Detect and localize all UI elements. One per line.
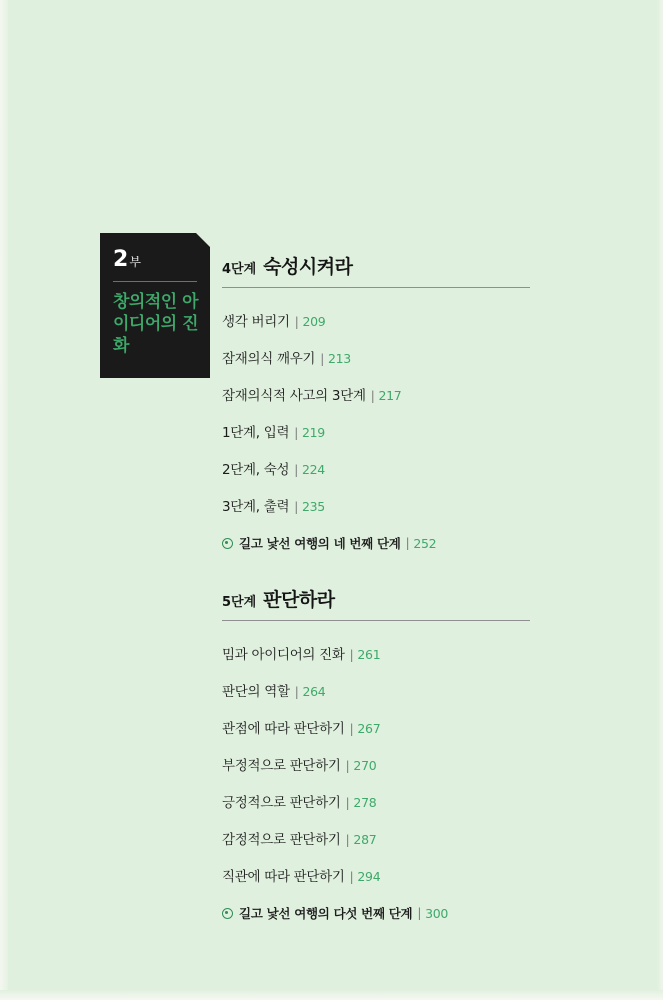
toc-entry[interactable] bbox=[222, 680, 552, 700]
section-step-5 bbox=[222, 585, 552, 922]
toc-entry-label: 잠재의식 깨우기 bbox=[222, 351, 316, 367]
part-number-line bbox=[113, 247, 141, 272]
part-tag-divider bbox=[113, 281, 197, 282]
toc-entry-highlight[interactable] bbox=[222, 534, 552, 552]
toc-entry-separator: | bbox=[417, 906, 422, 920]
section-5-heading bbox=[222, 585, 552, 612]
toc-entry-separator: | bbox=[345, 833, 350, 847]
section-5-divider bbox=[222, 620, 530, 621]
toc-entry-page: 224 bbox=[302, 462, 325, 477]
toc-entry[interactable] bbox=[222, 310, 552, 330]
toc-entry-label: 판단의 역할 bbox=[222, 684, 290, 700]
part-number-suffix: 부 bbox=[129, 255, 141, 269]
part-tag-block bbox=[100, 233, 210, 378]
toc-entry[interactable] bbox=[222, 791, 552, 811]
part-title: 창의적인 아이디어의 진화 bbox=[113, 292, 199, 356]
toc-entry[interactable] bbox=[222, 421, 552, 441]
toc-entry-page: 209 bbox=[302, 314, 326, 329]
toc-entry-page: 294 bbox=[357, 869, 381, 884]
toc-entry-separator: | bbox=[294, 685, 299, 699]
toc-entry-label: 3단계, 출력 bbox=[222, 499, 290, 515]
toc-entry-label: 감정적으로 판단하기 bbox=[222, 832, 341, 848]
toc-entry-page: 219 bbox=[302, 425, 325, 440]
toc-entry-label: 생각 버리기 bbox=[222, 314, 290, 330]
toc-entry-separator: | bbox=[349, 870, 354, 884]
toc-entry-page: 213 bbox=[327, 351, 351, 366]
toc-entry-label: 잠재의식적 사고의 3단계 bbox=[222, 388, 366, 404]
toc-entry[interactable] bbox=[222, 495, 552, 515]
toc-entry-page: 270 bbox=[353, 758, 377, 773]
toc-entry-page: 264 bbox=[302, 684, 326, 699]
toc-entry-page: 235 bbox=[302, 499, 325, 514]
toc-entry-label: 관점에 따라 판단하기 bbox=[222, 721, 345, 737]
toc-entry-separator: | bbox=[294, 315, 299, 329]
toc-entry-separator: | bbox=[349, 648, 354, 662]
toc-entry-label: 길고 낯선 여행의 네 번째 단계 bbox=[239, 536, 401, 551]
section-4-title: 숙성시켜라 bbox=[263, 256, 353, 278]
section-step-4 bbox=[222, 252, 552, 552]
section-4-step-label: 4단계 bbox=[222, 262, 257, 277]
toc-entry-separator: | bbox=[294, 500, 298, 514]
toc-list-section-4 bbox=[222, 310, 552, 552]
toc-entry-label: 밈과 아이디어의 진화 bbox=[222, 647, 345, 663]
toc-entry-label: 2단계, 숙성 bbox=[222, 462, 290, 478]
toc-entry-separator: | bbox=[320, 352, 324, 366]
toc-entry-separator: | bbox=[370, 389, 375, 403]
section-4-divider bbox=[222, 287, 530, 288]
toc-entry-label: 길고 낯선 여행의 다섯 번째 단계 bbox=[239, 906, 413, 921]
toc-entry[interactable] bbox=[222, 754, 552, 774]
toc-entry[interactable] bbox=[222, 828, 552, 848]
toc-entry[interactable] bbox=[222, 717, 552, 737]
section-4-heading bbox=[222, 252, 552, 279]
toc-entry[interactable] bbox=[222, 384, 552, 404]
section-5-title: 판단하라 bbox=[263, 589, 335, 611]
toc-entry-page: 300 bbox=[425, 905, 449, 921]
toc-entry-label: 직관에 따라 판단하기 bbox=[222, 869, 345, 885]
folded-corner-decoration bbox=[196, 233, 210, 247]
toc-entry-separator: | bbox=[345, 759, 350, 773]
toc-entry-separator: | bbox=[294, 426, 298, 440]
toc-entry-page: 261 bbox=[357, 647, 381, 662]
page-left-edge bbox=[0, 0, 8, 1000]
toc-entry-page: 278 bbox=[353, 795, 377, 810]
toc-entry-page: 287 bbox=[353, 832, 377, 847]
toc-entry-label: 부정적으로 판단하기 bbox=[222, 758, 341, 774]
toc-entry-label: 긍정적으로 판단하기 bbox=[222, 795, 341, 811]
toc-entry[interactable] bbox=[222, 458, 552, 478]
toc-entry-separator: | bbox=[345, 796, 350, 810]
toc-entry-label: 1단계, 입력 bbox=[222, 425, 290, 441]
section-5-step-label: 5단계 bbox=[222, 595, 257, 610]
page-bottom-edge bbox=[0, 990, 663, 1000]
toc-entry-page: 252 bbox=[413, 535, 437, 551]
bullet-point-icon bbox=[222, 908, 233, 919]
toc-entry-separator: | bbox=[294, 463, 298, 477]
bullet-point-icon bbox=[222, 538, 233, 549]
toc-entry-page: 217 bbox=[378, 388, 402, 403]
toc-entry[interactable] bbox=[222, 643, 552, 663]
toc-list-section-5 bbox=[222, 643, 552, 922]
toc-entry-highlight[interactable] bbox=[222, 904, 552, 922]
toc-entry[interactable] bbox=[222, 347, 552, 367]
toc-entry-separator: | bbox=[405, 536, 410, 550]
part-number: 2 bbox=[113, 247, 129, 272]
page-right-edge bbox=[657, 0, 663, 1000]
toc-entry-page: 267 bbox=[357, 721, 381, 736]
toc-entry[interactable] bbox=[222, 865, 552, 885]
toc-entry-separator: | bbox=[349, 722, 354, 736]
